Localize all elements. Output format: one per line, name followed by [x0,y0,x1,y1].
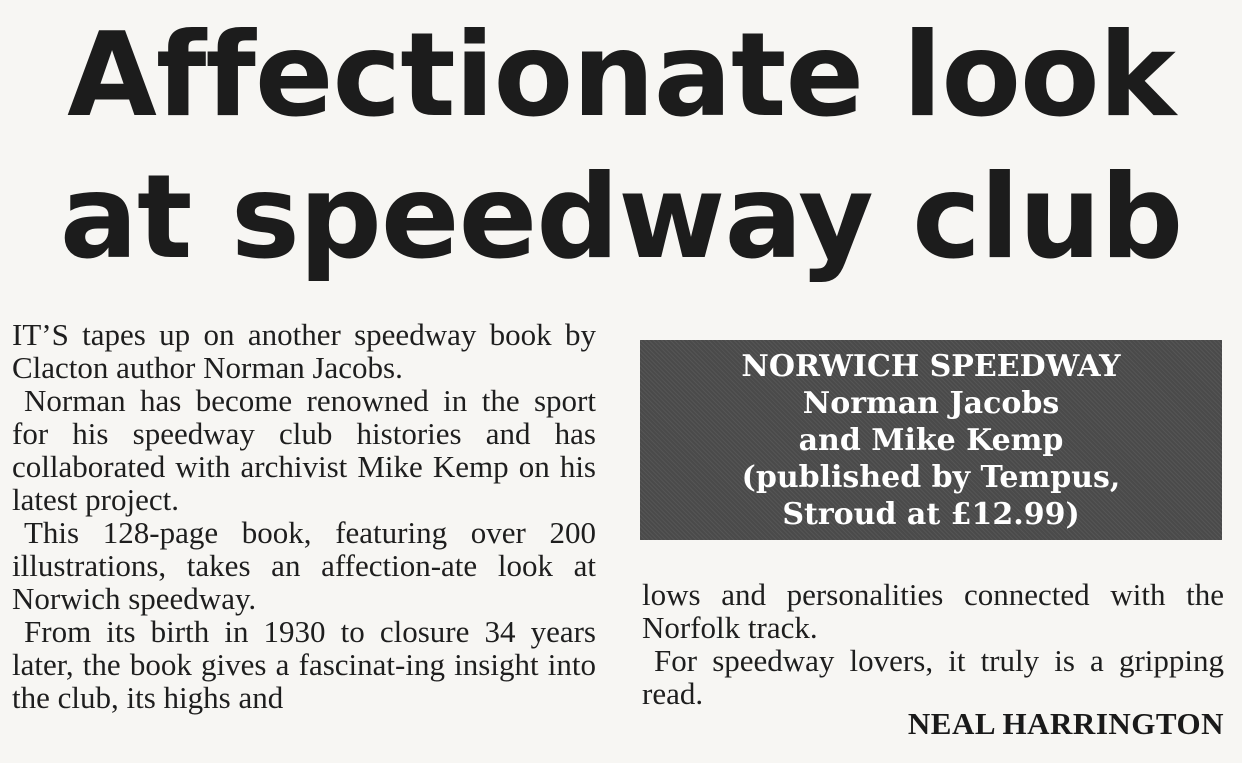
book-publisher-line-2: Stroud at £12.99) [782,497,1080,532]
article-paragraph: Norman has become renowned in the sport for his speedway club histories and has collaborated with archivist Mike Kemp on his latest project. [12,383,596,517]
book-authors-line-2: and Mike Kemp [798,423,1064,458]
article-paragraph: For speedway lovers, it truly is a gripping read. [642,643,1224,711]
book-publisher-line-1: (published by Tempus, [741,460,1121,495]
headline-line-1: Affectionate look [67,8,1175,143]
article-paragraph: IT’S tapes up on another speedway book by Clacton author Norman Jacobs. [12,317,596,385]
article-left-column [12,318,596,714]
article-paragraph: This 128-page book, featuring over 200 illustrations, takes an affection-ate look at Norwich speedway. [12,515,596,616]
article-paragraph: lows and personalities connected with the Norfolk track. [642,577,1224,645]
headline-line-2: at speedway club [59,150,1183,285]
author-byline: NEAL HARRINGTON [907,706,1224,741]
book-authors-line-1: Norman Jacobs [802,386,1060,421]
article-paragraph: From its birth in 1930 to closure 34 years later, the book gives a fascinat-ing insight into the club, its highs and [12,614,596,715]
book-title: NORWICH SPEEDWAY [741,349,1121,384]
book-info-box [640,340,1222,540]
article-right-column [642,578,1224,710]
